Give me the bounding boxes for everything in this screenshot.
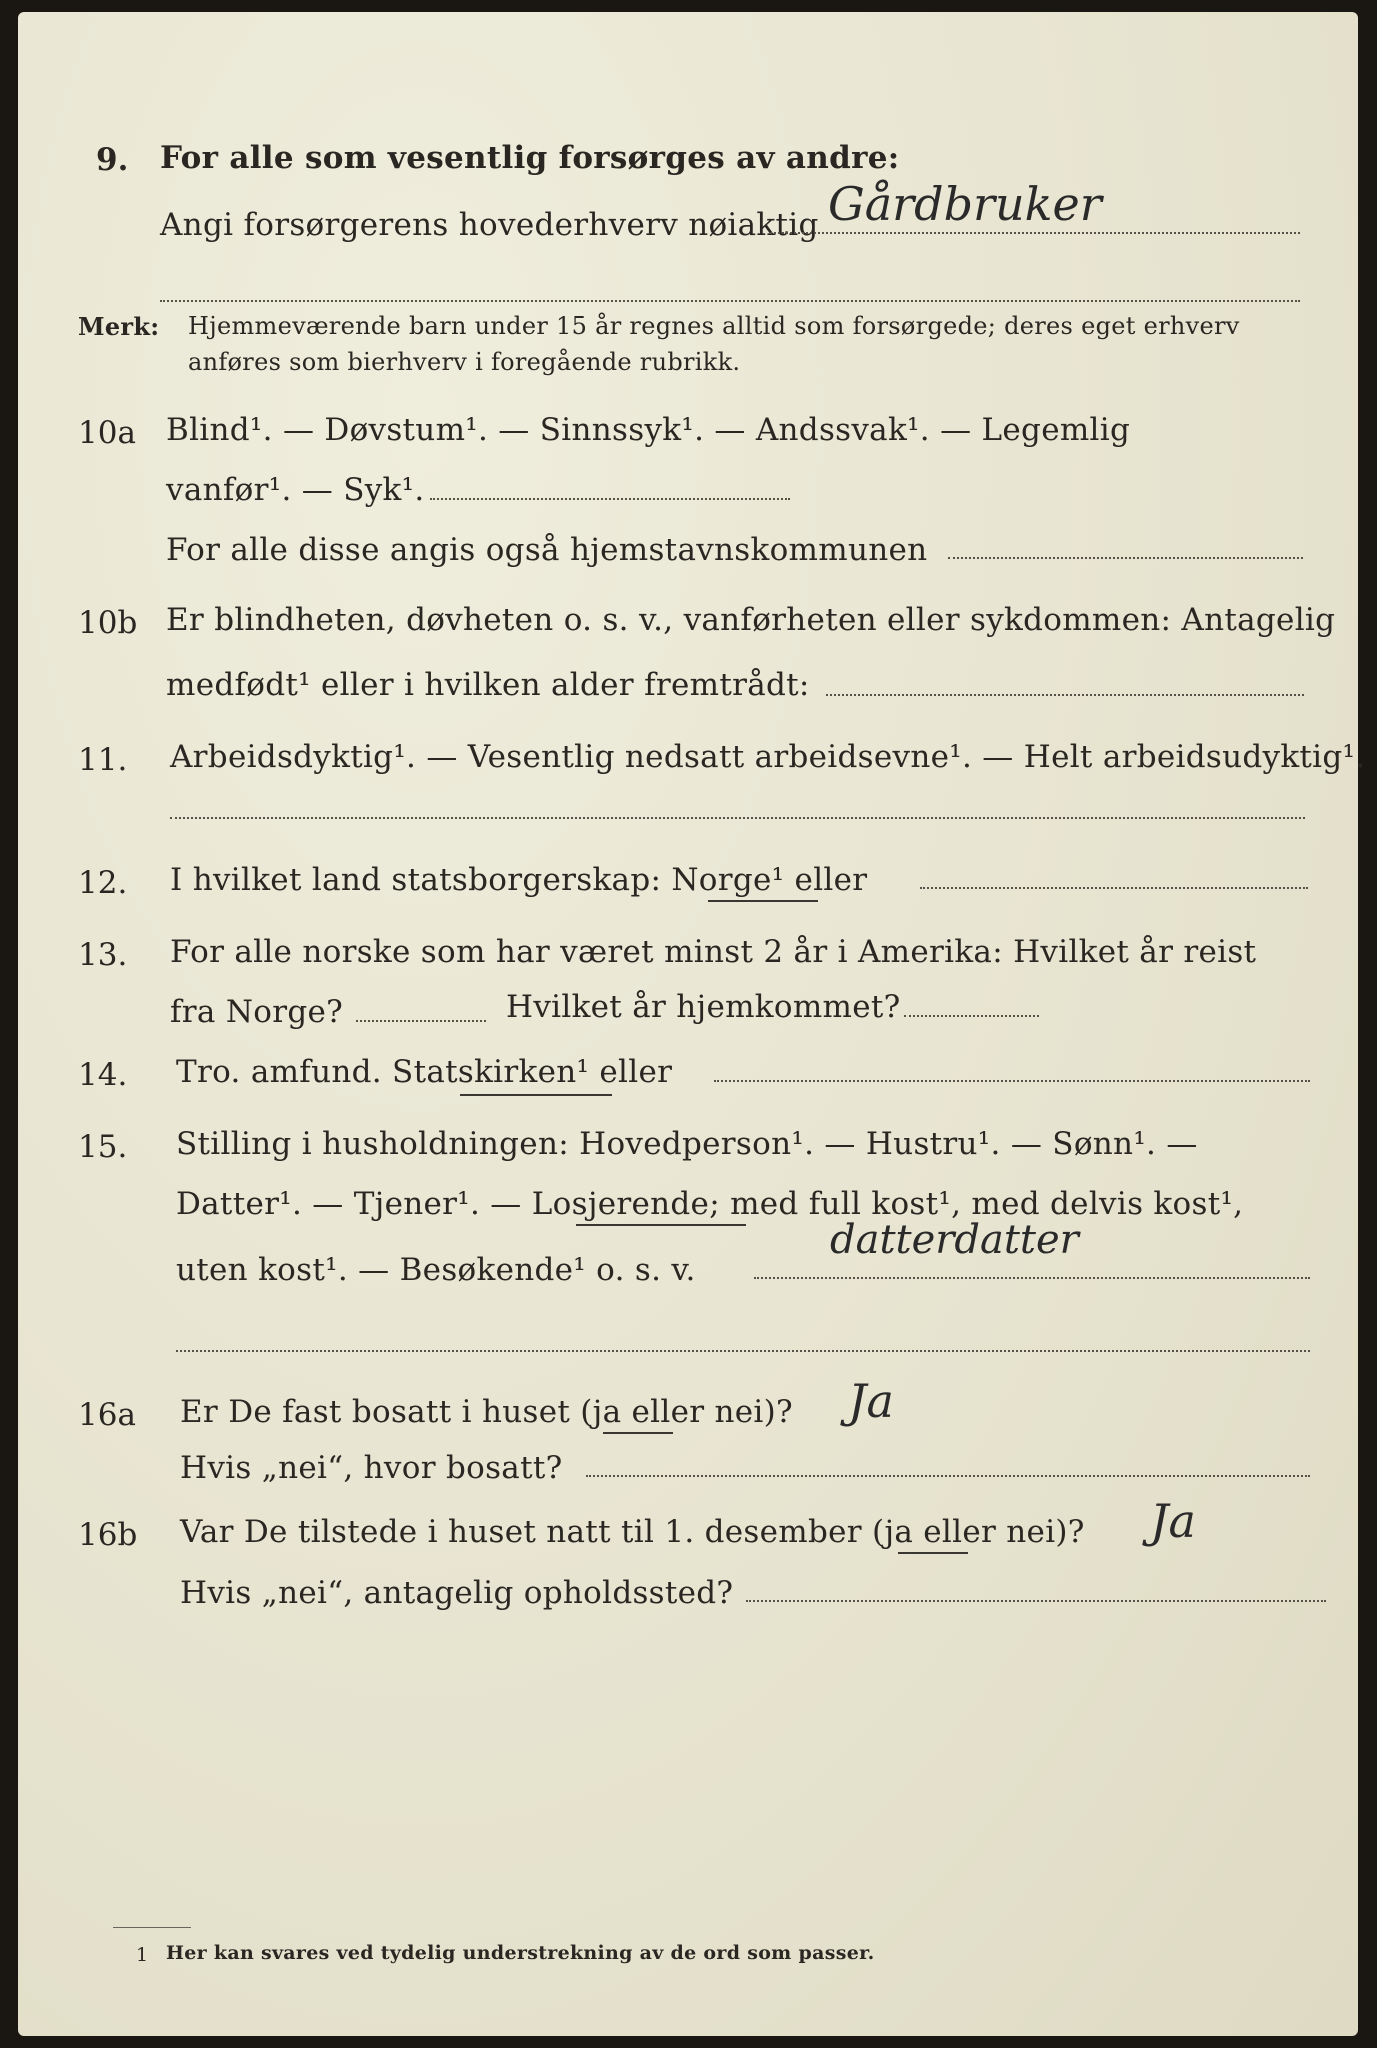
q16b-answer-line [746, 1600, 1326, 1602]
q15-extra-line [176, 1350, 1310, 1352]
q12-underline [708, 900, 818, 902]
q12-question: I hvilket land statsborgerskap: Norge¹ eller [170, 862, 868, 898]
note-label: Merk: [78, 312, 160, 341]
q11-answer-line [170, 817, 1305, 819]
q13-year-left-line [356, 1020, 486, 1022]
q15-number: 15. [78, 1129, 128, 1165]
q9-handwritten-answer: Gårdbruker [828, 177, 1102, 231]
q16b-handwritten-answer: Ja [1150, 1494, 1196, 1548]
q14-underline [460, 1094, 612, 1096]
q16b-number: 16b [78, 1517, 138, 1553]
q15-options-2: Datter¹. — Tjener¹. — Losjerende; med full kost¹, med delvis kost¹, [176, 1186, 1244, 1222]
q12-answer-line [920, 887, 1308, 889]
q11-number: 11. [78, 742, 128, 778]
q10a-answer-line [430, 498, 790, 500]
q9-prompt: Angi forsørgerens hovederhverv nøiaktig [160, 207, 819, 243]
q13-question-2: fra Norge? [170, 994, 344, 1030]
q16a-question: Er De fast bosatt i huset (ja eller nei)? [180, 1394, 793, 1430]
footnote-marker: 1 [136, 1944, 149, 1966]
q10b-answer-line [826, 694, 1304, 696]
q9-answer-line [770, 232, 1300, 234]
q13-number: 13. [78, 937, 128, 973]
q11-options: Arbeidsdyktig¹. — Vesentlig nedsatt arbeidsevne¹. — Helt arbeidsudyktig¹. [170, 739, 1366, 775]
note-text-2: anføres som bierhverv i foregående rubrikk. [188, 348, 741, 376]
q15-options-3: uten kost¹. — Besøkende¹ o. s. v. [176, 1252, 696, 1288]
note-text-1: Hjemmeværende barn under 15 år regnes alltid som forsørgede; deres eget erhverv [188, 312, 1240, 340]
census-form-page [18, 12, 1366, 2036]
q16a-handwritten-answer: Ja [848, 1374, 894, 1428]
q10b-question-1: Er blindheten, døvheten o. s. v., vanførheten eller sykdommen: Antagelig [166, 602, 1336, 638]
q10b-number: 10b [78, 605, 138, 641]
q10a-home-line [948, 557, 1303, 559]
q14-answer-line [714, 1080, 1310, 1082]
q10a-number: 10a [78, 415, 136, 451]
q10a-prompt: For alle disse angis også hjemstavnskommunen [166, 532, 928, 568]
q15-underline [576, 1224, 746, 1226]
q15-handwritten-answer: datterdatter [830, 1217, 1079, 1263]
q9-question: For alle som vesentlig forsørges av andre: [160, 140, 900, 176]
q16a-underline [603, 1432, 673, 1434]
q10a-options-2: vanfør¹. — Syk¹. [166, 472, 425, 508]
q10b-question-2: medfødt¹ eller i hvilken alder fremtrådt: [166, 667, 810, 703]
q15-options-1: Stilling i husholdningen: Hovedperson¹. — Hustru¹. — Sønn¹. — [176, 1126, 1198, 1162]
q16b-followup: Hvis „nei“, antagelig opholdssted? [180, 1575, 734, 1611]
q9-number: 9. [96, 142, 129, 178]
q15-answer-line [754, 1277, 1310, 1279]
q13-question-1: For alle norske som har været minst 2 år i Amerika: Hvilket år reist [170, 934, 1257, 970]
q13-year-back-line [904, 1015, 1039, 1017]
q16a-answer-line [586, 1475, 1310, 1477]
q10a-options-1: Blind¹. — Døvstum¹. — Sinnssyk¹. — Andssvak¹. — Legemlig [166, 412, 1131, 448]
q9-extra-line [160, 300, 1300, 302]
q16a-followup: Hvis „nei“, hvor bosatt? [180, 1450, 563, 1486]
footnote-rule [113, 1927, 191, 1928]
q12-number: 12. [78, 865, 128, 901]
q14-number: 14. [78, 1057, 128, 1093]
q16b-question: Var De tilstede i huset natt til 1. desember (ja eller nei)? [180, 1514, 1085, 1550]
q14-question: Tro. amfund. Statskirken¹ eller [176, 1054, 673, 1090]
q13-question-3: Hvilket år hjemkommet? [506, 989, 901, 1025]
footnote-text: Her kan svares ved tydelig understrekning av de ord som passer. [166, 1942, 875, 1964]
q16b-underline [898, 1552, 968, 1554]
q16a-number: 16a [78, 1397, 136, 1433]
